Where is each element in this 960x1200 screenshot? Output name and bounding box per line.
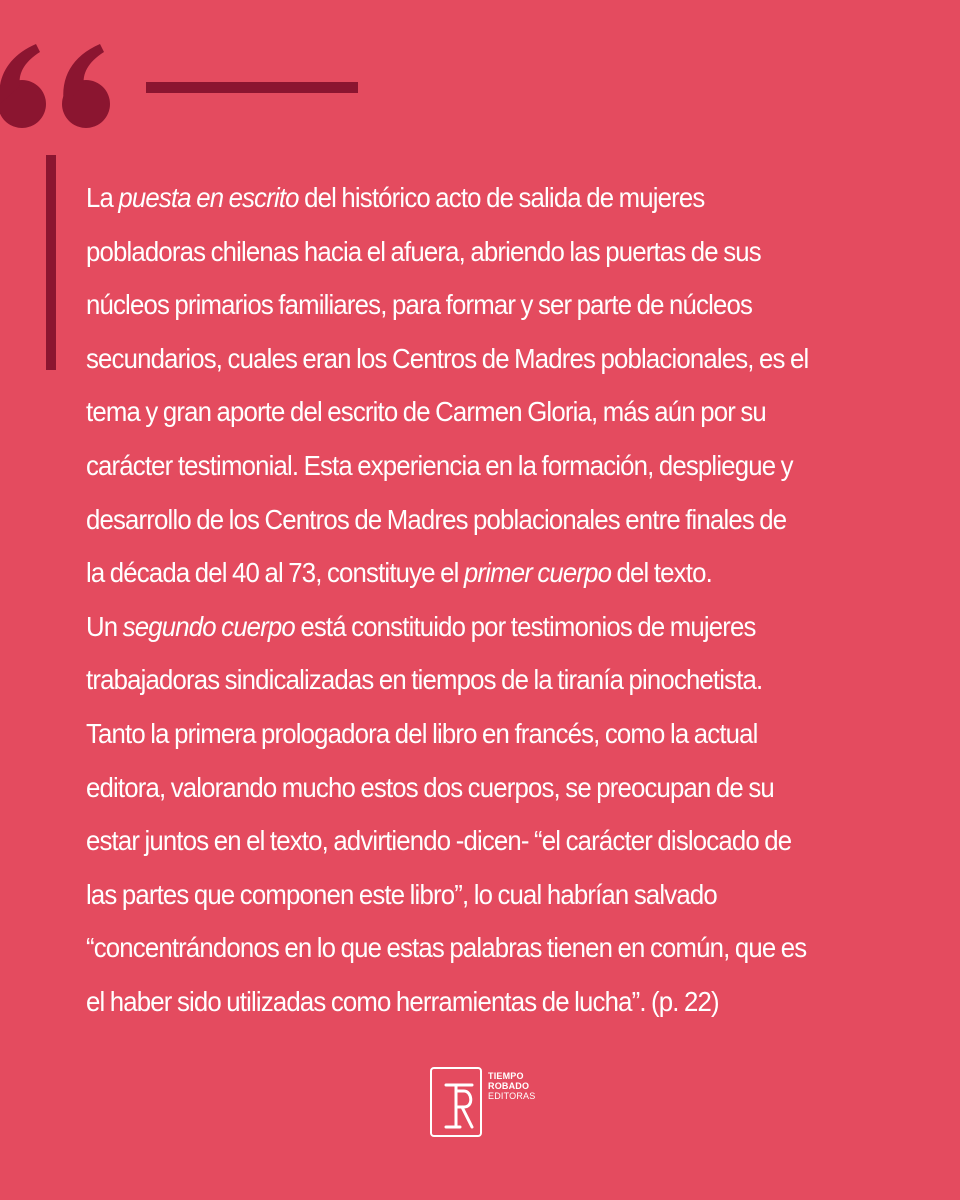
- quote-line: [86, 814, 868, 868]
- quote-segment: desarrollo de los Centros de Madres poblacionales entre finales de: [86, 503, 787, 535]
- quote-line: [86, 278, 868, 332]
- quote-segment: la década del 40 al 73, constituye el: [86, 557, 464, 589]
- quote-text: [86, 171, 868, 1029]
- quote-segment: núcleos primarios familiares, para formar y ser parte de núcleos: [86, 289, 753, 321]
- logo-line-3: EDITORAS: [488, 1091, 536, 1101]
- quote-side-bar: [46, 155, 56, 370]
- quote-segment: La: [86, 182, 119, 213]
- quote-line: [86, 868, 868, 922]
- quote-line: [86, 225, 868, 279]
- logo-line-1: TIEMPO: [488, 1071, 524, 1081]
- quote-segment: estar juntos en el texto, advirtiendo -dicen- “el carácter dislocado de: [86, 825, 792, 857]
- quote-segment: tema y gran aporte del escrito de Carmen Gloria, más aún por su: [86, 396, 766, 428]
- quote-segment: editora, valorando mucho estos dos cuerpos, se preocupan de su: [86, 771, 774, 803]
- quote-line: [86, 707, 868, 761]
- quote-line: [86, 600, 868, 654]
- quote-segment: Un: [86, 610, 123, 642]
- quote-segment: del histórico acto de salida de mujeres: [298, 182, 705, 213]
- quote-segment: “concentrándonos en lo que estas palabras tienen en común, que es: [86, 932, 807, 964]
- logo-r-icon: [432, 1069, 484, 1139]
- publisher-logo: [430, 1067, 540, 1141]
- quote-line: [86, 385, 868, 439]
- logo-wordmark: [488, 1071, 535, 1101]
- quote-segment: secundarios, cuales eran los Centros de Madres poblacionales, es el: [86, 342, 809, 374]
- open-quote-icon: [0, 0, 134, 140]
- quote-emphasis: puesta en escrito: [118, 182, 299, 213]
- quote-segment: Tanto la primera prologadora del libro en francés, como la actual: [86, 717, 758, 749]
- quote-segment: carácter testimonial. Esta experiencia en la formación, despliegue y: [86, 449, 793, 481]
- quote-line: [86, 171, 868, 225]
- quote-line: [86, 439, 868, 493]
- quote-segment: del texto.: [611, 557, 712, 589]
- quote-segment: pobladoras chilenas hacia el afuera, abriendo las puertas de sus: [86, 235, 761, 267]
- quote-line: [86, 761, 868, 815]
- quote-line: [86, 493, 868, 547]
- quote-divider-rule: [146, 82, 358, 93]
- logo-frame: [430, 1067, 482, 1137]
- quote-segment: el haber sido utilizadas como herramientas de lucha”. (p. 22): [86, 985, 719, 1017]
- quote-line: [86, 546, 868, 600]
- quote-segment: las partes que componen este libro”, lo cual habrían salvado: [86, 878, 717, 910]
- quote-line: [86, 332, 868, 386]
- quote-line: [86, 653, 868, 707]
- logo-line-2: ROBADO: [488, 1081, 530, 1091]
- quote-line: [86, 921, 868, 975]
- quote-segment: está constituido por testimonios de mujeres: [294, 610, 756, 642]
- quote-segment: trabajadoras sindicalizadas en tiempos de la tiranía pinochetista.: [86, 664, 763, 696]
- quote-line: [86, 975, 868, 1029]
- quote-emphasis: segundo cuerpo: [122, 610, 295, 642]
- quote-emphasis: primer cuerpo: [463, 557, 612, 589]
